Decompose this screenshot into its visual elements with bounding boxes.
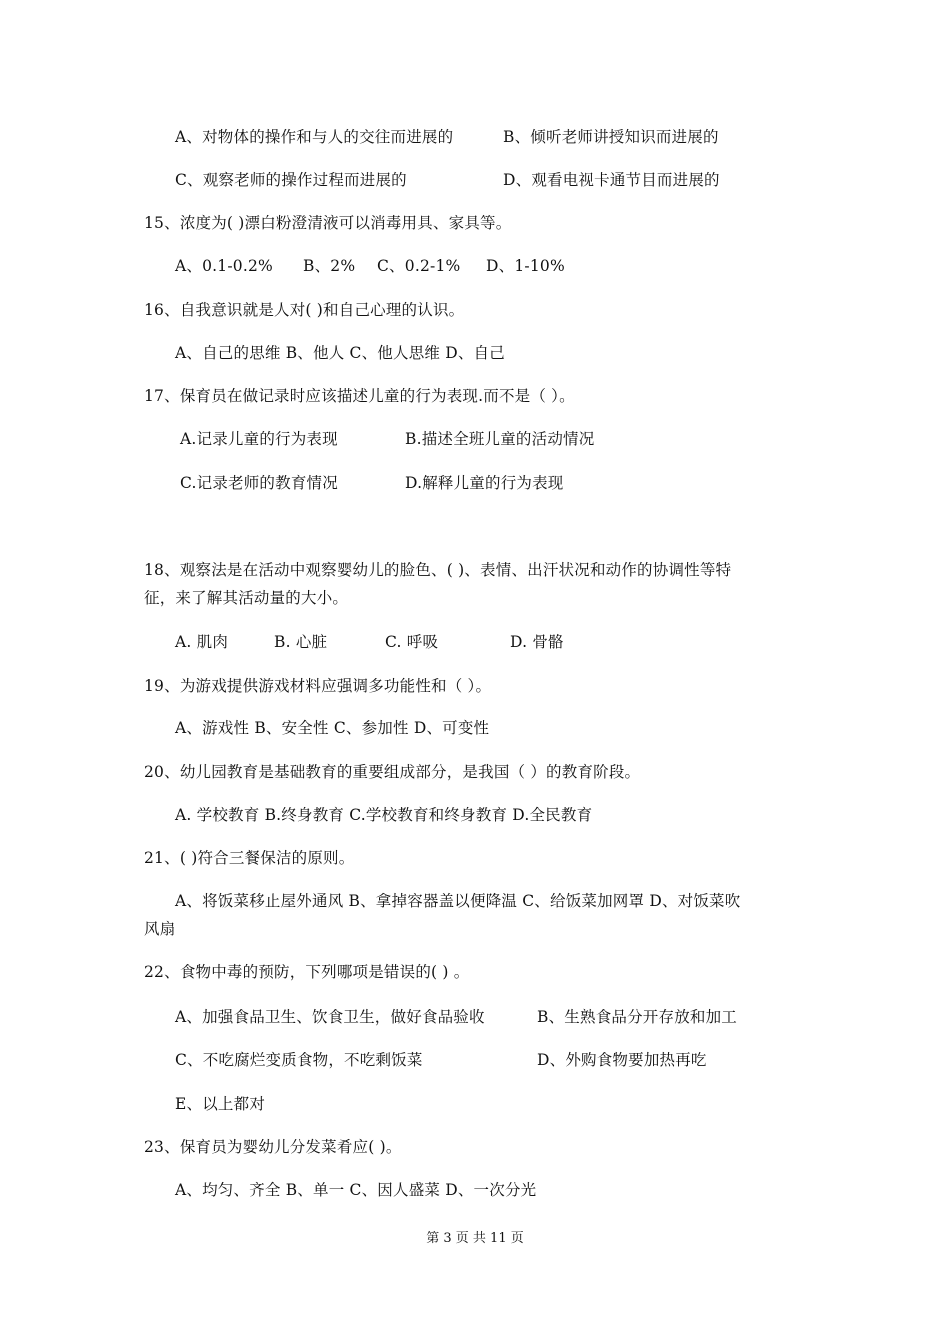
question-18-option-c: C. 呼吸	[385, 633, 439, 651]
question-20-stem: 20、幼儿园教育是基础教育的重要组成部分，是我国（ ）的教育阶段。	[144, 763, 641, 781]
question-15-option-b: B、2%	[303, 257, 356, 275]
question-22-option-a: A、加强食品卫生、饮食卫生，做好食品验收	[175, 1008, 485, 1026]
page-number-footer: 第 3 页 共 11 页	[426, 1231, 524, 1246]
question-22-stem: 22、食物中毒的预防，下列哪项是错误的( ) 。	[144, 963, 470, 981]
question-15-option-c: C、0.2-1%	[377, 257, 461, 275]
question-22-option-d: D、外购食物要加热再吃	[537, 1051, 707, 1069]
question-15-option-a: A、0.1-0.2%	[175, 257, 273, 275]
question-17-option-a: A.记录儿童的行为表现	[180, 430, 338, 448]
question-14-option-b: B、倾听老师讲授知识而进展的	[503, 128, 719, 146]
question-18-option-d: D. 骨骼	[510, 633, 564, 651]
question-19-options: A、游戏性 B、安全性 C、参加性 D、可变性	[175, 719, 490, 737]
question-22-option-b: B、生熟食品分开存放和加工	[537, 1008, 737, 1026]
question-20-options: A. 学校教育 B.终身教育 C.学校教育和终身教育 D.全民教育	[175, 806, 593, 824]
question-19-stem: 19、为游戏提供游戏材料应强调多功能性和（ ）。	[144, 677, 492, 695]
question-23-options: A、均匀、齐全 B、单一 C、因人盛菜 D、一次分光	[175, 1181, 537, 1199]
question-22-option-e: E、以上都对	[175, 1095, 266, 1113]
question-16-stem: 16、自我意识就是人对( )和自己心理的认识。	[144, 301, 465, 319]
question-21-options-line-2: 风扇	[144, 920, 176, 938]
question-14-option-a: A、对物体的操作和与人的交往而进展的	[175, 128, 454, 146]
question-17-stem: 17、保育员在做记录时应该描述儿童的行为表现.而不是（ ）。	[144, 387, 575, 405]
question-18-stem-line-2: 征，来了解其活动量的大小。	[144, 589, 349, 607]
question-14-option-d: D、观看电视卡通节目而进展的	[503, 171, 720, 189]
question-21-options-line-1: A、将饭菜移止屋外通风 B、拿掉容器盖以便降温 C、给饭菜加网罩 D、对饭菜吹	[175, 892, 741, 910]
question-17-option-d: D.解释儿童的行为表现	[405, 474, 564, 492]
question-22-option-c: C、不吃腐烂变质食物，不吃剩饭菜	[175, 1051, 423, 1069]
question-23-stem: 23、保育员为婴幼儿分发菜肴应( )。	[144, 1138, 402, 1156]
question-18-option-a: A. 肌肉	[175, 633, 229, 651]
question-17-option-c: C.记录老师的教育情况	[180, 474, 338, 492]
question-21-stem: 21、( )符合三餐保洁的原则。	[144, 849, 355, 867]
question-15-stem: 15、浓度为( )漂白粉澄清液可以消毒用具、家具等。	[144, 214, 512, 232]
question-16-options: A、自己的思维 B、他人 C、他人思维 D、自己	[175, 344, 505, 362]
question-17-option-b: B.描述全班儿童的活动情况	[405, 430, 595, 448]
question-18-option-b: B. 心脏	[274, 633, 328, 651]
question-14-option-c: C、观察老师的操作过程而进展的	[175, 171, 407, 189]
question-15-option-d: D、1-10%	[486, 257, 565, 275]
question-18-stem-line-1: 18、观察法是在活动中观察婴幼儿的脸色、( )、表情、出汗状况和动作的协调性等特	[144, 561, 732, 579]
